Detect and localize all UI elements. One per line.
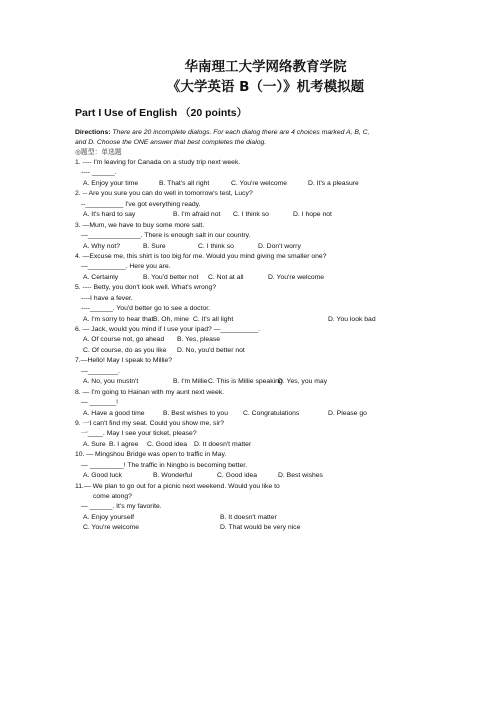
school-title: 华南理工大学网络教育学院	[184, 59, 347, 75]
answer-option[interactable]: B. Best wishes to you	[163, 409, 228, 417]
question-stem: 6. — Jack, would you mind if I use your ipad? —__________.	[75, 326, 261, 333]
question-list	[75, 158, 456, 534]
answer-option[interactable]: A. Good luck	[83, 472, 122, 480]
answer-option[interactable]: C. I think so	[198, 242, 234, 250]
answer-option[interactable]: C. This is Millie speaking	[208, 378, 283, 386]
answer-option[interactable]: D. That would be very nice	[220, 524, 301, 532]
answer-option[interactable]: C. It's all light	[193, 315, 234, 323]
question-line: — _________! The traffic in Ningbo is becoming better.	[81, 461, 247, 469]
answer-option[interactable]: D. Yes, you may	[278, 378, 328, 386]
answer-option[interactable]: C. You're welcome	[83, 524, 140, 532]
question-stem: 3. —Mum, we have to buy some more salt.	[75, 221, 205, 229]
question-line: ---- ______.	[81, 169, 117, 177]
option-row	[75, 523, 456, 533]
answer-option[interactable]: C. Good idea	[217, 472, 258, 480]
option-row	[75, 513, 456, 523]
question-line: —______________. There is enough salt in our country.	[81, 232, 251, 240]
answer-option[interactable]: A. Enjoy yourself	[83, 513, 134, 521]
option-row	[75, 346, 456, 356]
answer-option[interactable]: D. You look bad	[328, 315, 376, 323]
option-row	[75, 335, 456, 345]
answer-option[interactable]: B. I agree	[109, 440, 139, 448]
directions-label: Directions:	[75, 129, 111, 136]
question-line: —__________. Here you are.	[81, 263, 171, 271]
question-line: ----______. You'd better go to see a doctor.	[81, 305, 211, 313]
directions-text-line2: and D. Choose the ONE answer that best completes the dialog.	[75, 139, 267, 146]
exam-title: 《大学英语 B（一）》机考模拟题	[166, 79, 365, 95]
question-line: ----I have a fever.	[81, 294, 133, 302]
answer-option[interactable]: D. It's a pleasure	[308, 179, 359, 187]
option-row	[75, 179, 456, 189]
answer-option[interactable]: B. I'm afraid not	[173, 211, 221, 219]
question-stem: 1. ---- I'm leaving for Canada on a study trip next week.	[75, 159, 241, 166]
question-line: --__________ I've got everything ready.	[81, 200, 201, 208]
part-heading: Part I Use of English （20 points）	[75, 107, 248, 119]
question-line: — ______. It's my favorite.	[81, 503, 162, 511]
option-row	[75, 377, 456, 387]
answer-option[interactable]: A. Enjoy your time	[83, 179, 139, 187]
answer-option[interactable]: C. Congratulations	[243, 409, 300, 417]
directions	[75, 128, 456, 148]
answer-option[interactable]: A. Sure	[83, 440, 106, 448]
option-row	[75, 440, 456, 450]
answer-option[interactable]: A. Have a good time	[83, 409, 145, 417]
answer-option[interactable]: D. No, you'd better not	[177, 346, 245, 354]
answer-option[interactable]: A. It's hard to say	[83, 211, 136, 219]
question-stem: 4. —Excuse me, this shirt is too big for me. Would you mind giving me smaller one?	[75, 252, 327, 260]
answer-option[interactable]: C. You're welcome	[231, 179, 288, 187]
answer-option[interactable]: D. You're welcome	[268, 273, 325, 281]
answer-option[interactable]: B. Sure	[143, 242, 166, 250]
answer-option[interactable]: D. Please go	[328, 409, 367, 417]
answer-option[interactable]: B. That's all right	[159, 179, 210, 187]
question-stem: 5. ---- Betty, you don't look well. What's wrong?	[75, 284, 217, 292]
answer-option[interactable]: B. Oh, mine	[153, 315, 189, 323]
answer-option[interactable]: A. I'm sorry to hear that	[83, 315, 154, 323]
answer-option[interactable]: B. Yes, please	[177, 336, 221, 344]
question-line: come along?	[93, 493, 132, 500]
answer-option[interactable]: D. It doesn't matter	[194, 440, 252, 448]
answer-option[interactable]: B. You'd better not	[143, 273, 199, 281]
answer-option[interactable]: D. Don't worry	[258, 242, 301, 250]
option-row	[75, 210, 456, 220]
option-row	[75, 409, 456, 419]
option-row	[75, 273, 456, 283]
answer-option[interactable]: A. No, you mustn't	[83, 378, 139, 386]
answer-option[interactable]: C. Good idea	[147, 440, 188, 448]
question-stem: 8. — I'm going to Hainan with my aunt next week.	[75, 388, 225, 396]
question-line: —________.	[81, 367, 120, 375]
answer-option[interactable]: C. Of course, do as you like	[83, 346, 167, 354]
directions-text-line1: There are 20 incomplete dialogs. For each dialog there are 4 choices marked A, B, C,	[112, 129, 370, 136]
answer-option[interactable]: B. It doesn't matter	[220, 513, 277, 521]
answer-option[interactable]: B. I'm Millie	[173, 378, 208, 386]
answer-option[interactable]: B. Wonderful	[153, 472, 193, 480]
question-stem: 2. -- Are you sure you can do well in tomorrow's test, Lucy?	[75, 190, 253, 198]
answer-option[interactable]: C. Not at all	[208, 273, 244, 281]
answer-option[interactable]: A. Certainly	[83, 273, 119, 281]
question-stem: 9. 一I can't find my seat. Could you show me, sir?	[75, 419, 225, 427]
option-row	[75, 315, 456, 325]
question-stem: 10. — Mingshou Bridge was open to traffic in May.	[75, 451, 227, 459]
option-row	[75, 242, 456, 252]
question-line: 一____. May I see your ticket, please?	[81, 430, 197, 438]
question-stem: 11.— We plan to go out for a picnic next weekend. Would you like to	[75, 482, 280, 490]
question-line: — _______!	[81, 399, 119, 407]
answer-option[interactable]: A. Of course not, go ahead	[83, 336, 165, 344]
question-stem: 7.—Hello! May I speak to Millie?	[75, 357, 173, 365]
question-type: ◎题型：单选题	[75, 149, 122, 156]
answer-option[interactable]: D. Best wishes	[278, 472, 323, 480]
answer-option[interactable]: D. I hope not	[293, 211, 332, 219]
answer-option[interactable]: A. Why not?	[83, 242, 121, 250]
answer-option[interactable]: C. I think so	[233, 211, 269, 219]
option-row	[75, 471, 456, 481]
